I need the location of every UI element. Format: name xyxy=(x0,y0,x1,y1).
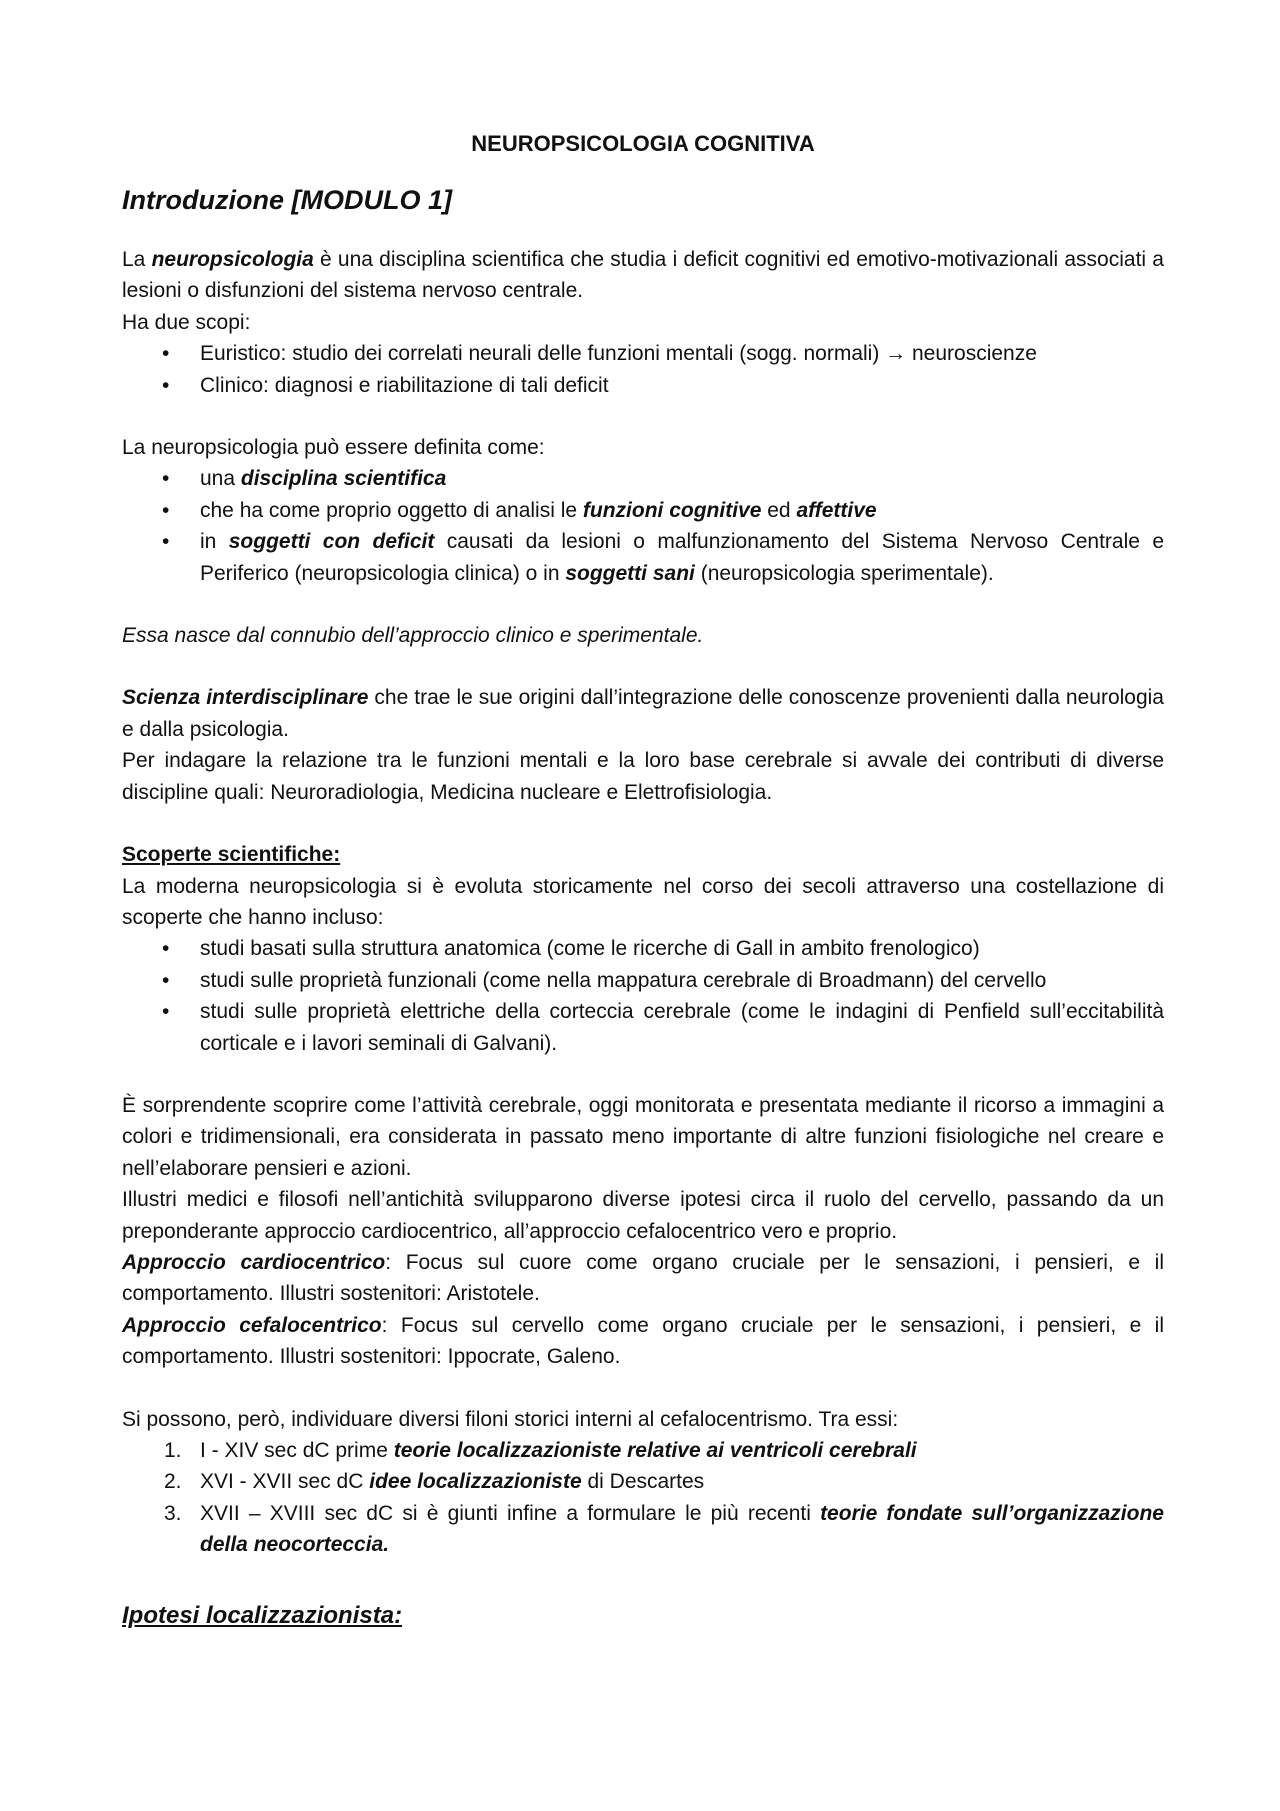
indagare-paragraph: Per indagare la relazione tra le funzioni mentali e la loro base cerebrale si avvale dei contributi di diverse discipline quali: Neuroradiologia, Medicina nucleare e Elettrofisiologia. xyxy=(122,749,1164,804)
illustri-paragraph: Illustri medici e filosofi nell’antichità svilupparono diverse ipotesi circa il ruolo del cervello, passando da un preponderante approccio cardiocentrico, all’approccio cefalocentrico vero e proprio. xyxy=(122,1188,1164,1243)
list-item: • Euristico: studio dei correlati neurali delle funzioni mentali (sogg. normali) → neuroscienze xyxy=(122,338,1164,369)
document-page xyxy=(122,128,1164,1633)
document-title: NEUROPSICOLOGIA COGNITIVA xyxy=(471,131,815,156)
scopi-list xyxy=(122,338,1164,401)
filoni-intro: Si possono, però, individuare diversi filoni storici interni al cefalocentrismo. Tra essi: xyxy=(122,1407,899,1431)
list-item: 1. I - XIV sec dC prime teorie localizzazioniste relative ai ventricoli cerebrali xyxy=(164,1439,917,1462)
bullet-icon: • xyxy=(162,968,170,992)
list-item: • in soggetti con deficit causati da lesioni o malfunzionamento del Sistema Nervoso Centrale e Periferico (neuropsicologia clinica) o in soggetti sani (neuropsicologia sperimentale). xyxy=(122,526,1164,589)
scopi-label: Ha due scopi: xyxy=(122,310,251,334)
scienza-paragraph: Scienza interdisciplinare che trae le sue origini dall’integrazione delle conoscenze provenienti dalla neurologia e dalla psicologia. xyxy=(122,686,1164,741)
bullet-icon: • xyxy=(162,373,170,397)
scoperte-list xyxy=(122,933,1164,1059)
origin-sentence: Essa nasce dal connubio dell’approccio clinico e sperimentale. xyxy=(122,624,704,648)
bullet-icon: • xyxy=(162,498,170,522)
bullet-icon: • xyxy=(162,1000,170,1024)
bullet-icon: • xyxy=(162,530,170,554)
cefalo-paragraph: Approccio cefalocentrico: Focus sul cervello come organo cruciale per le sensazioni, i pensieri, e il comportamento. Illustri sostenitori: Ippocrate, Galeno. xyxy=(122,1313,1164,1369)
term-neuropsicologia: neuropsicologia xyxy=(151,248,314,271)
list-item: 3. XVII – XVIII sec dC si è giunti infine a formulare le più recenti teorie fondate sull’organizzazione della neocorteccia. xyxy=(164,1501,1164,1557)
cardio-paragraph: Approccio cardiocentrico: Focus sul cuore come organo cruciale per le sensazioni, i pensieri, e il comportamento. Illustri sostenitori: Aristotele. xyxy=(122,1250,1165,1306)
list-item: • Clinico: diagnosi e riabilitazione di tali deficit xyxy=(122,370,1164,401)
list-item: 2. XVI - XVII sec dC idee localizzazioniste di Descartes xyxy=(164,1470,705,1494)
sorprendente-paragraph: È sorprendente scoprire come l’attività cerebrale, oggi monitorata e presentata mediante il ricorso a immagini a colori e tridimensionali, era considerata in passato meno importante di altre funzioni fisiologiche nel creare e nell’elaborare pensieri e azioni. xyxy=(122,1093,1164,1180)
list-item: • studi sulle proprietà funzionali (come nella mappatura cerebrale di Broadmann) del cervello xyxy=(122,965,1164,996)
definition-list xyxy=(122,463,1164,589)
bullet-icon: • xyxy=(162,467,170,491)
list-item: • studi sulle proprietà elettriche della corteccia cerebrale (come le indagini di Penfield sull’eccitabilità corticale e i lavori seminali di Galvani). xyxy=(122,996,1164,1059)
section-heading: Introduzione [MODULO 1] xyxy=(122,185,452,215)
list-item: • una disciplina scientifica xyxy=(122,463,1164,494)
bullet-icon: • xyxy=(162,342,170,366)
definition-label: La neuropsicologia può essere definita come: xyxy=(122,436,545,460)
intro-paragraph: La neuropsicologia è una disciplina scientifica che studia i deficit cognitivi ed emotivo-motivazionali associati a lesioni o disfunzioni del sistema nervoso centrale. xyxy=(122,248,1164,303)
list-item: • studi basati sulla struttura anatomica (come le ricerche di Gall in ambito frenologico) xyxy=(122,933,1164,964)
scoperte-heading: Scoperte scientifiche: xyxy=(122,843,341,867)
scoperte-intro: La moderna neuropsicologia si è evoluta storicamente nel corso dei secoli attraverso una costellazione di scoperte che hanno incluso: xyxy=(122,874,1164,929)
filoni-list xyxy=(122,1435,1164,1561)
list-item: • che ha come proprio oggetto di analisi le funzioni cognitive ed affettive xyxy=(122,495,1164,526)
bullet-icon: • xyxy=(162,937,170,961)
ipotesi-heading: Ipotesi localizzazionista: xyxy=(122,1601,403,1629)
